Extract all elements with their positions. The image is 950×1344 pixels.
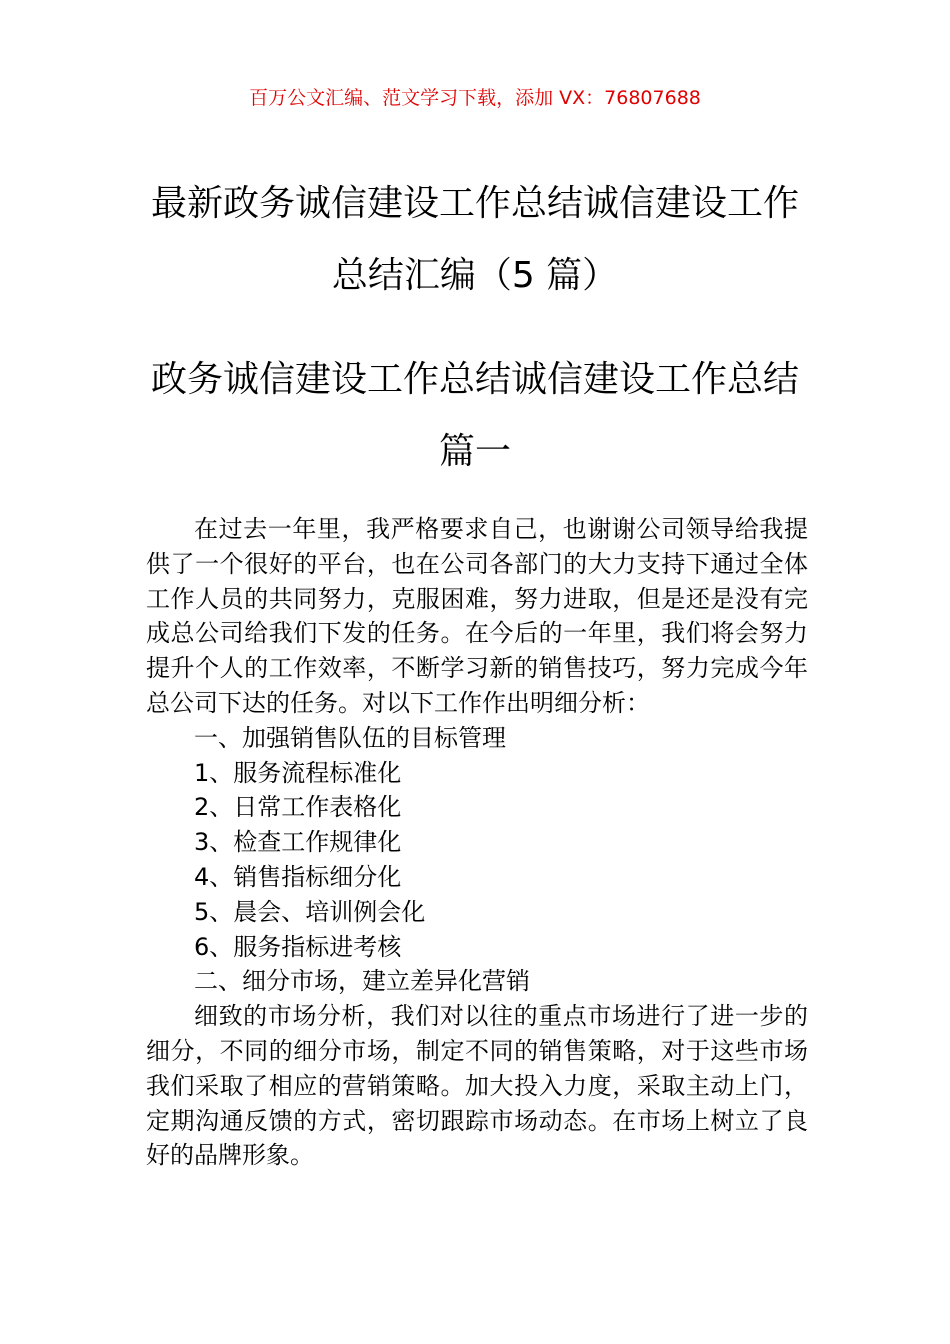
list-item: 4、销售指标细分化: [194, 862, 402, 891]
section-title-line-1: 政务诚信建设工作总结诚信建设工作总结: [150, 359, 799, 400]
document-title: [120, 168, 830, 312]
list-item: 5、晨会、培训例会化: [194, 897, 426, 926]
list-item: 1、服务流程标准化: [194, 758, 402, 787]
document-body: [146, 512, 808, 1173]
section-title: [120, 344, 830, 488]
document-title-line-1: 最新政务诚信建设工作总结诚信建设工作: [150, 183, 799, 224]
intro-paragraph: 在过去一年里，我严格要求自己，也谢谢公司领导给我提供了一个很好的平台，也在公司各部门的大力支持下通过全体工作人员的共同努力，克服困难，努力进取，但是还是没有完成总公司给我们下发的任务。在今后的一年里，我们将会努力提升个人的工作效率，不断学习新的销售技巧，努力完成今年总公司下达的任务。对以下工作作出明细分析：: [146, 515, 808, 717]
document-title-line-2: 总结汇编（5 篇）: [331, 255, 619, 296]
promo-banner: 百万公文汇编、范文学习下载，添加 VX：76807688: [249, 87, 701, 109]
list-item: 3、检查工作规律化: [194, 828, 402, 857]
section-2-paragraph: 细致的市场分析，我们对以往的重点市场进行了进一步的细分，不同的细分市场，制定不同的销售策略，对于这些市场我们采取了相应的营销策略。加大投入力度，采取主动上门，定期沟通反馈的方式，密切跟踪市场动态。在市场上树立了良好的品牌形象。: [146, 1002, 808, 1170]
section-2-heading: 二、细分市场，建立差异化营销: [194, 967, 530, 996]
section-1-heading: 一、加强销售队伍的目标管理: [194, 723, 506, 752]
section-title-line-2: 篇一: [438, 431, 511, 472]
list-item: 2、日常工作表格化: [194, 793, 402, 822]
list-item: 6、服务指标进考核: [194, 932, 402, 961]
